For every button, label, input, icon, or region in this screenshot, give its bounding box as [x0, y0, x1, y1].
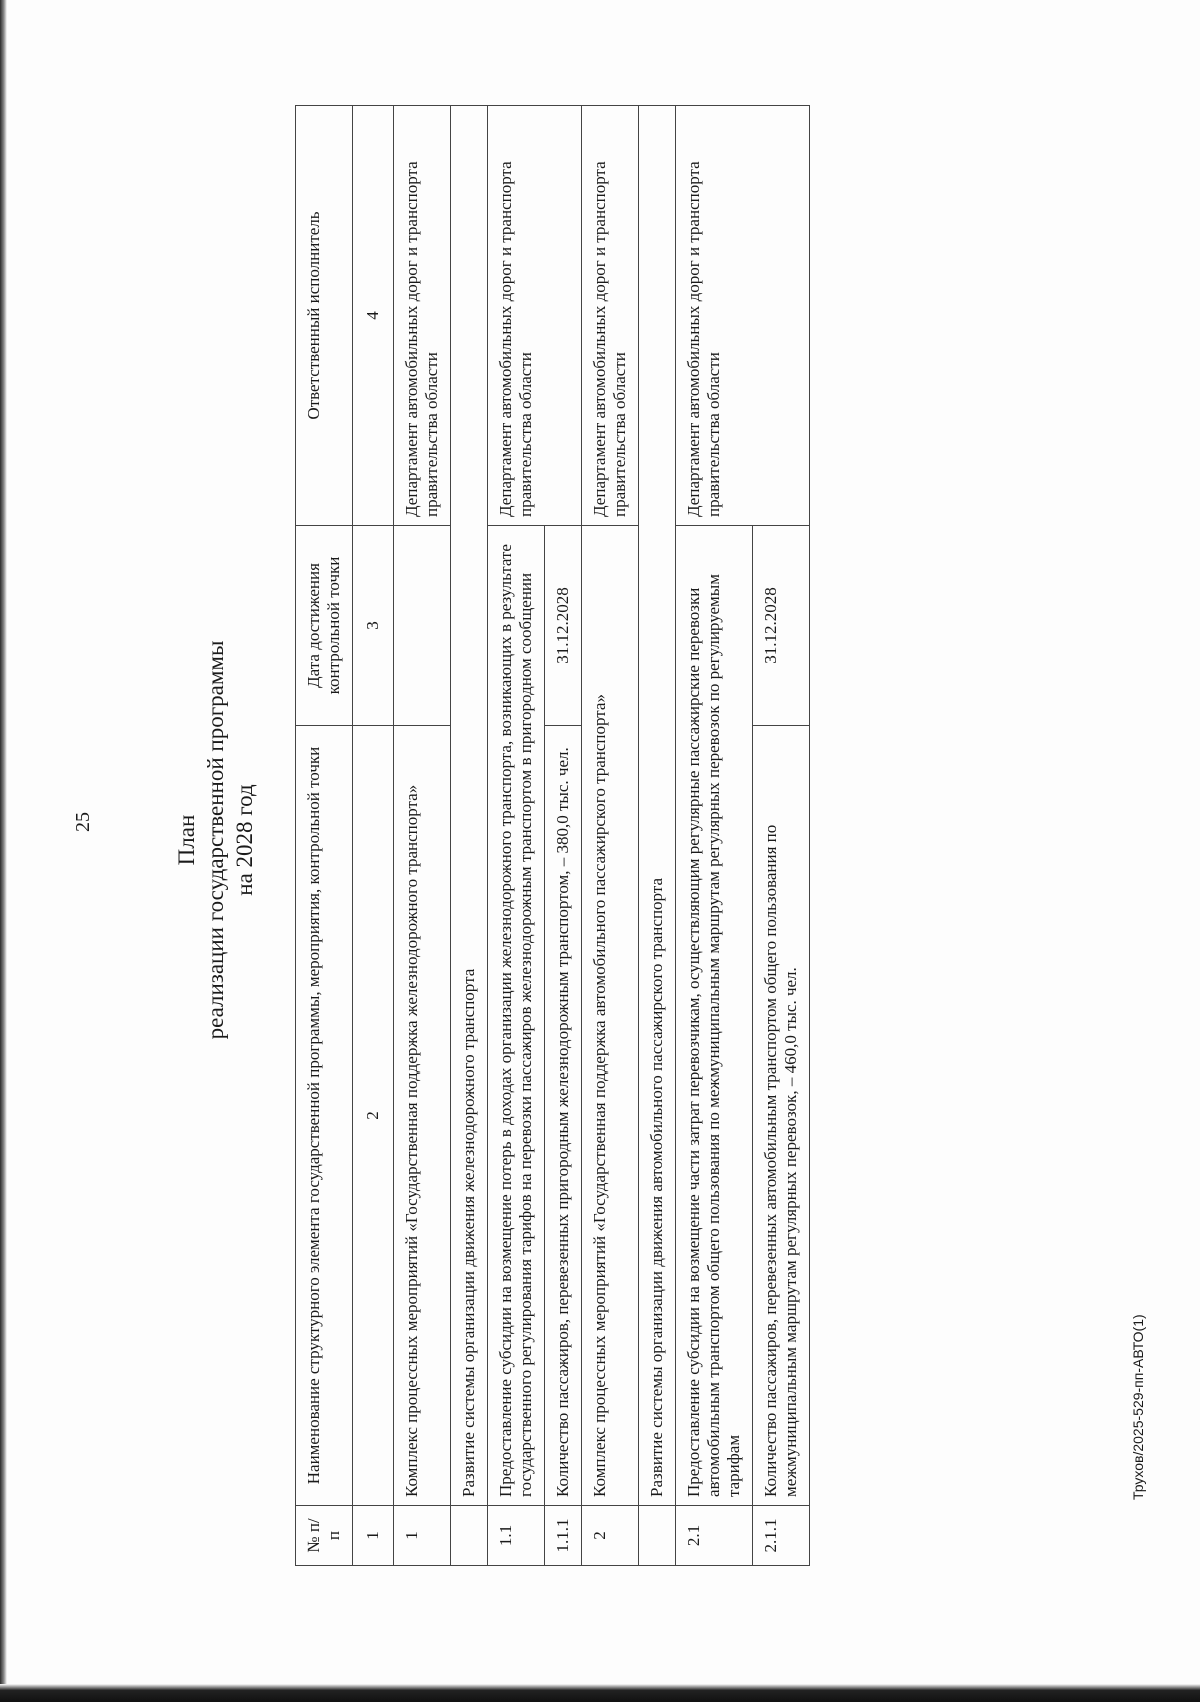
row-number: 2.1: [676, 1506, 753, 1566]
table-row: [676, 106, 753, 1566]
plan-table: [295, 105, 810, 1566]
plan-table-container: [295, 106, 810, 1566]
row-date: [394, 526, 451, 726]
row-name: Предоставление субсидии на возмещение части затрат перевозчикам, осуществляющим регулярные пассажирские перевозки автомобильным транспортом общего пользования по межмуниципальным маршрутам регулярных перевозок по регулируемым тарифам: [676, 526, 753, 1506]
section-title: Развитие системы организации движения автомобильного пассажирского транспорта: [639, 106, 676, 1506]
header-date: Дата достижения контрольной точки: [296, 526, 353, 726]
row-name: Предоставление субсидии на возмещение потерь в доходах организации железнодорожного транспорта, возникающих в результате государственного регулирования тарифов на перевозки пассажиров железнодорожным транспортом в пригородном сообщении: [488, 526, 545, 1506]
column-number-row: [353, 106, 394, 1566]
title-line-1: План: [174, 814, 199, 866]
row-name: Количество пассажиров, перевезенных автомобильным транспортом общего пользования по межмуниципальным маршрутам регулярных перевозок, – 460,0 тыс. чел.: [753, 726, 810, 1506]
scan-bottom-edge-bar: [0, 1684, 1200, 1702]
row-number: 1.1.1: [545, 1506, 582, 1566]
title-line-2: реализации государственной программы: [203, 640, 228, 1040]
page-number: 25: [72, 812, 94, 832]
row-executor: Департамент автомобильных дорог и транспорта правительства области: [676, 106, 810, 526]
row-number: 1.1: [488, 1506, 545, 1566]
row-number: 1: [394, 1506, 451, 1566]
row-executor: Департамент автомобильных дорог и транспорта правительства области: [488, 106, 582, 526]
header-number: № п/п: [296, 1506, 353, 1566]
row-number: 2: [582, 1506, 639, 1566]
document-code: Трухов/2025-529-пп-АВТО(1): [1130, 1314, 1146, 1500]
table-header-row: [296, 106, 353, 1566]
scan-left-edge-shadow: [0, 0, 7, 1702]
row-name: Комплекс процессных мероприятий «Государственная поддержка автомобильного пассажирского транспорта»: [582, 526, 639, 1506]
document-title: [172, 540, 259, 1140]
column-number: 4: [353, 106, 394, 526]
header-name: Наименование структурного элемента государственной программы, мероприятия, контрольной точки: [296, 726, 353, 1506]
section-blank: [639, 1506, 676, 1566]
row-name: Комплекс процессных мероприятий «Государственная поддержка железнодорожного транспорта»: [394, 726, 451, 1506]
row-number: 2.1.1: [753, 1506, 810, 1566]
table-row: [394, 106, 451, 1566]
table-row: [488, 106, 545, 1566]
table-section-row: [451, 106, 488, 1566]
row-name: Количество пассажиров, перевезенных пригородным железнодорожным транспортом, – 380,0 тыс. чел.: [545, 726, 582, 1506]
column-number: 2: [353, 726, 394, 1506]
column-number: 1: [353, 1506, 394, 1566]
row-date: 31.12.2028: [545, 526, 582, 726]
section-title: Развитие системы организации движения железнодорожного транспорта: [451, 106, 488, 1506]
row-executor: Департамент автомобильных дорог и транспорта правительства области: [582, 106, 639, 526]
row-date: 31.12.2028: [753, 526, 810, 726]
row-executor: Департамент автомобильных дорог и транспорта правительства области: [394, 106, 451, 526]
title-line-3: на 2028 год: [232, 784, 257, 896]
header-executor: Ответственный исполнитель: [296, 106, 353, 526]
table-row: [582, 106, 639, 1566]
section-blank: [451, 1506, 488, 1566]
table-section-row: [639, 106, 676, 1566]
column-number: 3: [353, 526, 394, 726]
